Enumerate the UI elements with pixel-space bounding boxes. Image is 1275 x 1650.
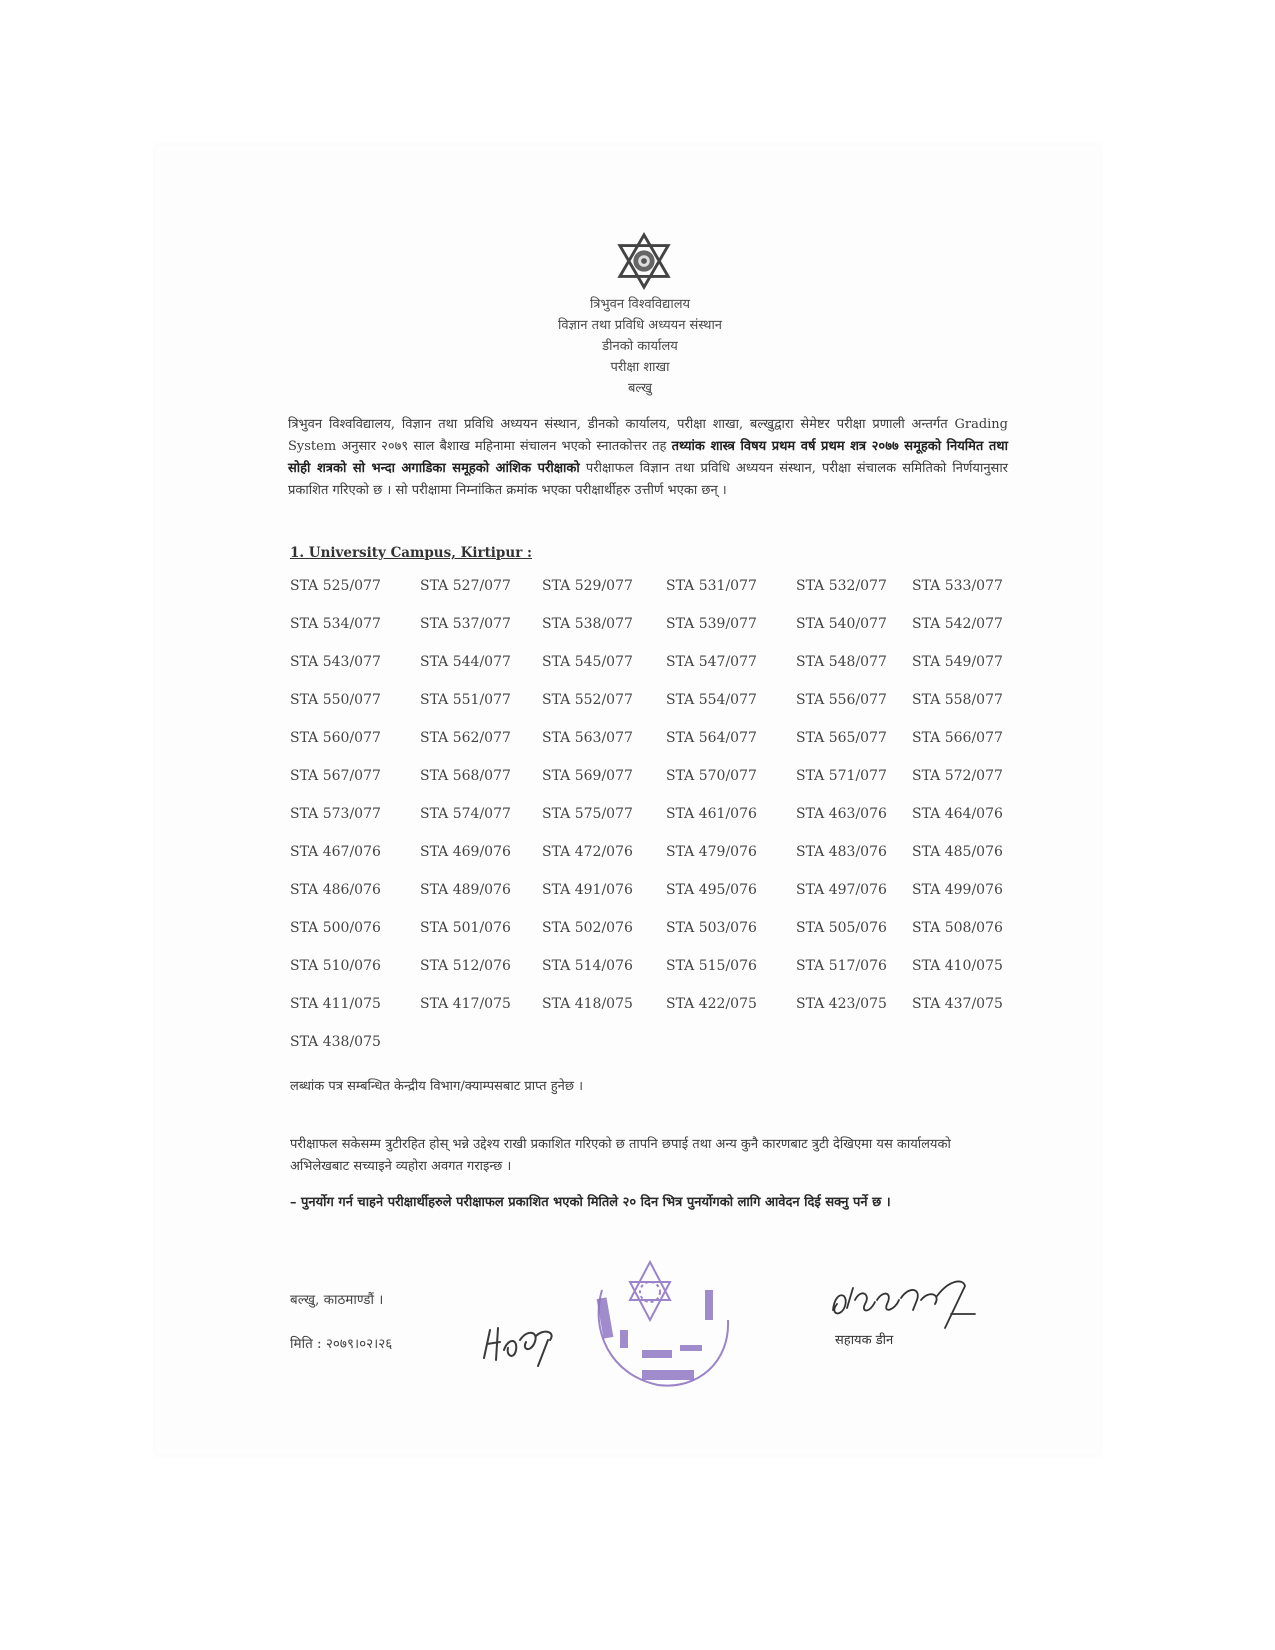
letterhead-line: विज्ञान तथा प्रविधि अध्ययन संस्थान xyxy=(557,318,723,333)
error-disclaimer: परीक्षाफल सकेसम्म त्रुटीरहित होस् भन्ने उद्देश्य राखी प्रकाशित गरिएको छ तापनि छपाई तथा अन्य कुनै कारणबाट त्रुटी देखिएमा यस कार्यालयको अभिलेखबाट सच्याइने व्यहोरा अवगत गराइन्छ । xyxy=(290,1137,951,1174)
symbol-number: STA 461/076 xyxy=(666,806,757,822)
symbol-number: STA 411/075 xyxy=(290,996,381,1012)
intro-paragraph xyxy=(288,414,1008,502)
handwritten-initials-signature xyxy=(478,1310,578,1370)
symbol-number: STA 543/077 xyxy=(290,654,381,670)
symbol-number: STA 514/076 xyxy=(542,958,633,974)
symbol-number: STA 529/077 xyxy=(542,578,633,594)
symbol-number: STA 491/076 xyxy=(542,882,633,898)
symbol-number: STA 556/077 xyxy=(796,692,887,708)
letterhead-line: त्रिभुवन विश्वविद्यालय xyxy=(589,297,691,312)
office-seal-stamp xyxy=(580,1250,750,1400)
symbol-number: STA 500/076 xyxy=(290,920,381,936)
symbol-number: STA 489/076 xyxy=(420,882,511,898)
symbol-number: STA 569/077 xyxy=(542,768,633,784)
results-row xyxy=(290,958,1030,996)
symbol-number: STA 538/077 xyxy=(542,616,633,632)
symbol-number: STA 571/077 xyxy=(796,768,887,784)
results-row xyxy=(290,692,1030,730)
symbol-number: STA 417/075 xyxy=(420,996,511,1012)
symbol-number: STA 527/077 xyxy=(420,578,511,594)
symbol-number: STA 551/077 xyxy=(420,692,511,708)
symbol-number: STA 512/076 xyxy=(420,958,511,974)
marksheet-note: लब्धांक पत्र सम्बन्धित केन्द्रीय विभाग/क्याम्पसबाट प्राप्त हुनेछ । xyxy=(290,1079,584,1094)
symbol-number: STA 486/076 xyxy=(290,882,381,898)
symbol-number: STA 525/077 xyxy=(290,578,381,594)
retotaling-note: – पुनर्योग गर्न चाहने परीक्षार्थीहरुले परीक्षाफल प्रकाशित भएको मितिले २० दिन भित्र पुनर्योगको लागि आवेदन दिई सक्नु पर्ने छ । xyxy=(290,1195,891,1210)
symbol-number: STA 437/075 xyxy=(912,996,1003,1012)
symbol-number: STA 532/077 xyxy=(796,578,887,594)
symbol-number: STA 503/076 xyxy=(666,920,757,936)
symbol-number: STA 570/077 xyxy=(666,768,757,784)
tribhuvan-university-logo-icon xyxy=(615,232,673,290)
symbol-number: STA 558/077 xyxy=(912,692,1003,708)
symbol-number: STA 574/077 xyxy=(420,806,511,822)
intro-bold-text: तथ्यांक शास्त्र विषय प्रथम वर्ष प्रथम शत्र २०७७ समूहको नियमित तथा सोही शत्रको सो भन्दा अगाडिका समूहको आंशिक परीक्षाको xyxy=(288,439,1008,476)
section-title: 1. University Campus, Kirtipur : xyxy=(290,545,532,561)
results-row xyxy=(290,1034,1030,1072)
symbol-number: STA 549/077 xyxy=(912,654,1003,670)
symbol-number: STA 573/077 xyxy=(290,806,381,822)
symbol-number: STA 501/076 xyxy=(420,920,511,936)
date-line: मिति : २०७९।०२।२६ xyxy=(290,1336,393,1352)
symbol-number: STA 539/077 xyxy=(666,616,757,632)
place-line: बल्खु, काठमाण्डौं । xyxy=(290,1292,384,1308)
symbol-number: STA 438/075 xyxy=(290,1034,381,1050)
symbol-number: STA 566/077 xyxy=(912,730,1003,746)
results-row xyxy=(290,806,1030,844)
symbol-number: STA 533/077 xyxy=(912,578,1003,594)
results-row xyxy=(290,920,1030,958)
symbol-number: STA 423/075 xyxy=(796,996,887,1012)
symbol-number: STA 567/077 xyxy=(290,768,381,784)
symbol-number: STA 564/077 xyxy=(666,730,757,746)
symbol-number: STA 550/077 xyxy=(290,692,381,708)
symbol-number: STA 467/076 xyxy=(290,844,381,860)
letterhead xyxy=(440,294,840,399)
symbol-number: STA 562/077 xyxy=(420,730,511,746)
intro-text: त्रिभुवन विश्वविद्यालय, विज्ञान तथा प्रविधि अध्ययन संस्थान, डीनको कार्यालय, परीक्षा शाखा, बल्खुद्वारा सेमेष्टर परीक्षा प्रणाली अन्तर्गत Grading System अनुसार २०७९ साल बैशाख महिनामा संचालन भएको स्नातकोत्तर तह xyxy=(288,417,1008,454)
symbol-number: STA 483/076 xyxy=(796,844,887,860)
symbol-number: STA 497/076 xyxy=(796,882,887,898)
symbol-number: STA 517/076 xyxy=(796,958,887,974)
symbol-number: STA 472/076 xyxy=(542,844,633,860)
results-row xyxy=(290,578,1030,616)
symbol-number: STA 542/077 xyxy=(912,616,1003,632)
results-row xyxy=(290,844,1030,882)
letterhead-line: परीक्षा शाखा xyxy=(610,360,670,375)
symbol-number: STA 565/077 xyxy=(796,730,887,746)
symbol-number: STA 563/077 xyxy=(542,730,633,746)
symbol-number: STA 464/076 xyxy=(912,806,1003,822)
symbol-number: STA 534/077 xyxy=(290,616,381,632)
symbol-number: STA 469/076 xyxy=(420,844,511,860)
results-row xyxy=(290,654,1030,692)
symbol-number: STA 485/076 xyxy=(912,844,1003,860)
symbol-number: STA 502/076 xyxy=(542,920,633,936)
symbol-number: STA 544/077 xyxy=(420,654,511,670)
results-row xyxy=(290,730,1030,768)
signatory-title: सहायक डीन xyxy=(835,1333,894,1348)
symbol-number: STA 410/075 xyxy=(912,958,1003,974)
symbol-number: STA 495/076 xyxy=(666,882,757,898)
results-row xyxy=(290,996,1030,1034)
symbol-number: STA 505/076 xyxy=(796,920,887,936)
symbol-number: STA 418/075 xyxy=(542,996,633,1012)
symbol-number: STA 499/076 xyxy=(912,882,1003,898)
letterhead-line: बल्खु xyxy=(627,381,653,396)
symbol-number: STA 537/077 xyxy=(420,616,511,632)
symbol-number: STA 479/076 xyxy=(666,844,757,860)
results-row xyxy=(290,768,1030,806)
symbol-number: STA 575/077 xyxy=(542,806,633,822)
symbol-number: STA 540/077 xyxy=(796,616,887,632)
symbol-number: STA 510/076 xyxy=(290,958,381,974)
symbol-number: STA 572/077 xyxy=(912,768,1003,784)
intro-text-end: परीक्षाफल विज्ञान तथा प्रविधि अध्ययन संस्थान, परीक्षा संचालक समितिको निर्णयानुसार प्रकाशित गरिएको छ । सो परीक्षामा निम्नांकित क्रमांक भएका परीक्षार्थीहरु उत्तीर्ण भएका छन् । xyxy=(288,461,1009,498)
symbol-number: STA 552/077 xyxy=(542,692,633,708)
symbol-number: STA 515/076 xyxy=(666,958,757,974)
symbol-number: STA 554/077 xyxy=(666,692,757,708)
symbol-number: STA 463/076 xyxy=(796,806,887,822)
letterhead-line: डीनको कार्यालय xyxy=(602,339,678,354)
results-row xyxy=(290,616,1030,654)
symbol-number: STA 548/077 xyxy=(796,654,887,670)
symbol-number: STA 568/077 xyxy=(420,768,511,784)
symbol-number: STA 508/076 xyxy=(912,920,1003,936)
symbol-number: STA 545/077 xyxy=(542,654,633,670)
results-row xyxy=(290,882,1030,920)
results-grid xyxy=(290,578,1030,1072)
symbol-number: STA 547/077 xyxy=(666,654,757,670)
symbol-number: STA 560/077 xyxy=(290,730,381,746)
symbol-number: STA 422/075 xyxy=(666,996,757,1012)
symbol-number: STA 531/077 xyxy=(666,578,757,594)
